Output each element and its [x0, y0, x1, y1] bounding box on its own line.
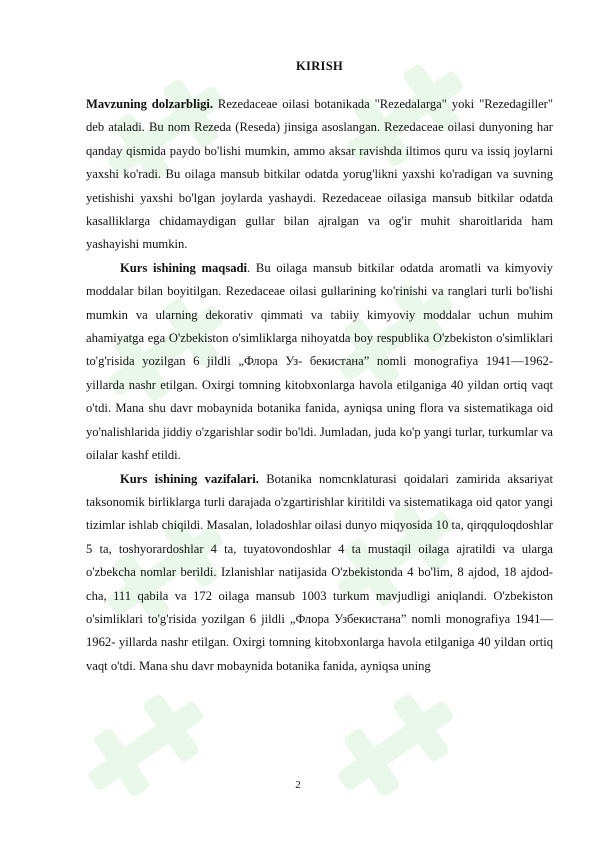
- paragraph-text: Botanika nomcnklaturasi qoidalari zamirida aksariyat taksonomik birliklarga turli darajada o'zgartirishlar kiritildi va sistematikaga oid qator yangi tizimlar ishlab chiqildi. Masalan, loladoshlar oilasi dunyo miqyosida 10 ta, qirqquloqdoshlar 5 ta, toshyorardoshlar 4 ta, tuyatovondoshlar 4 ta mustaqil oilaga ajratildi va ularga o'zbekcha nomlar berildi. Izlanishlar natijasida O'zbekistonda 4 bo'lim, 8 ajdod, 18 ajdod-cha, 111 qabila va 172 oilaga mansub 1003 turkum mavjudligi aniqlandi. O'zbekiston o'simliklari to'g'risida yozilgan 6 jildli „Флора Узбекистана” nomli monografiya 1941—1962- yillarda nashr etilgan. Oxirgi tomning kitobxonlarga havola etilganiga 40 yildan ortiq vaqt o'tdi. Mana shu davr mobaynida botanika fanida, ayniqsa uning: [86, 471, 553, 673]
- paragraph-tasks: [86, 468, 553, 679]
- paragraph-goal: [86, 257, 553, 468]
- paragraph-text: Rezedaceae oilasi botanikada "Rezedalarga" yoki "Rezedagiller" deb ataladi. Bu nom Rezeda (Reseda) jinsiga asoslangan. Rezedaceae oilasi dunyoning har qanday qismida paydo bo'lishi mumkin, ammo aksar ravishda iltimos quru va issiq joylarni yaxshi ko'radi. Bu oilaga mansub bitkilar odatda yorug'likni yaxshi ko'radigan va suvning yetishishi yaxshi bo'lgan joylarda yashaydi. Rezedaceae oilasiga mansub bitkilar odatda kasalliklarga chidamaydigan gullar bilan ajralgan va og'ir muhit sharoitlarida ham yashayishi mumkin.: [86, 97, 553, 252]
- page-title: KIRISH: [296, 59, 343, 73]
- paragraph-heading: Kurs ishining vazifalari.: [120, 471, 259, 486]
- paragraph-heading: Kurs ishining maqsadi: [120, 260, 248, 275]
- paragraph-text: . Bu oilaga mansub bitkilar odatda aromatli va kimyoviy moddalar bilan boyitilgan. Rezedaceae oilasi gullarining ko'rinishi va ranglari turli bo'lishi mumkin va ularning dekorativ qimmati va tabiiy kimyoviy moddalar uchun muhim ahamiyatga ega O'zbekiston o'simliklarga nihoyatda boy respublika O'zbekiston o'simliklari to'g'risida yozilgan 6 jildli „Флора Уз- бекистана” nomli monografiya 1941—1962- yillarda nashr etilgan. Oxirgi tomning kitobxonlarga havola etilganiga 40 yildan ortiq vaqt o'tdi. Mana shu davr mobaynida botanika fanida, ayniqsa uning flora va sistematikaga oid yo'nalishlarida jiddiy o'zgarishlar sodir bo'ldi. Jumladan, juda ko'p yangi turlar, turkumlar va oilalar kashf etildi.: [86, 260, 553, 463]
- page-number: 2: [295, 779, 301, 791]
- document-body: [86, 57, 553, 678]
- paragraph-heading: Mavzuning dolzarbligi.: [86, 97, 214, 111]
- paragraph-relevance: [86, 93, 553, 257]
